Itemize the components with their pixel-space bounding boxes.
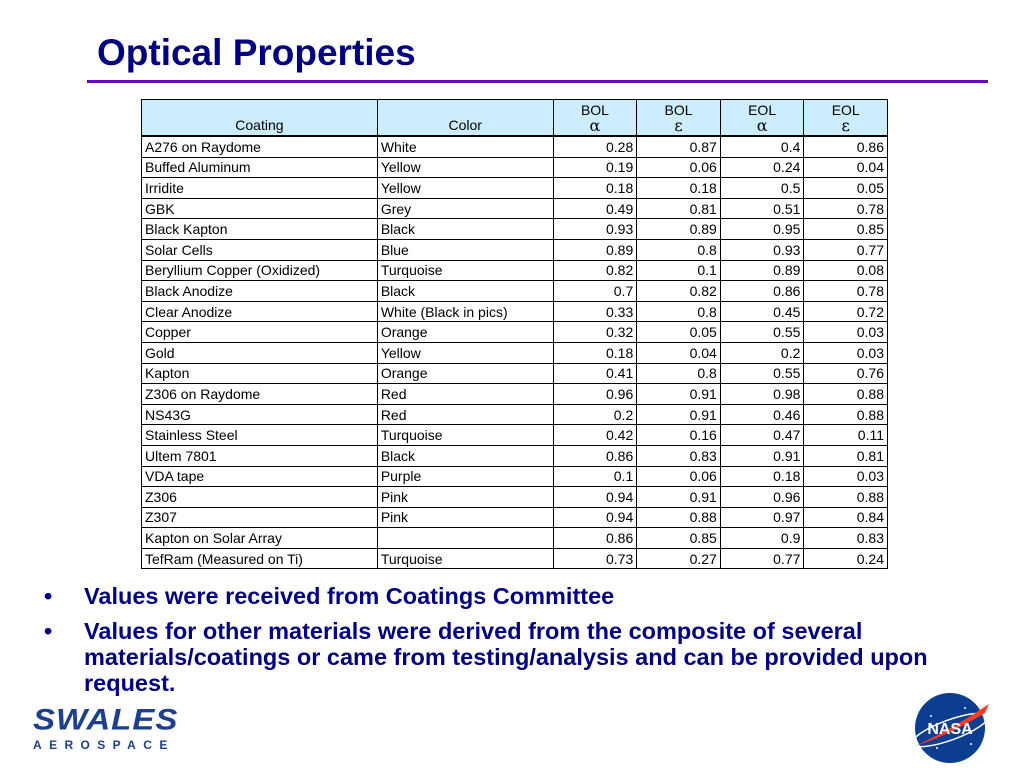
table-row — [142, 363, 888, 384]
cell-coating: Copper — [142, 322, 378, 343]
cell-bol-epsilon: 0.1 — [637, 260, 721, 281]
cell-bol-epsilon: 0.89 — [637, 219, 721, 240]
cell-color: Black — [377, 281, 553, 302]
note-text: Values were received from Coatings Committee — [84, 583, 615, 609]
cell-bol-epsilon: 0.91 — [637, 384, 721, 405]
header-label: BOL — [580, 101, 609, 118]
cell-coating: TefRam (Measured on Ti) — [142, 548, 378, 569]
header-label: Color — [448, 117, 482, 133]
header-eol-alpha — [720, 100, 804, 137]
cell-bol-epsilon: 0.85 — [637, 528, 721, 549]
cell-bol-alpha: 0.18 — [553, 342, 637, 363]
cell-eol-alpha: 0.91 — [720, 445, 804, 466]
cell-bol-alpha: 0.19 — [553, 157, 637, 178]
cell-eol-epsilon: 0.88 — [804, 487, 888, 508]
cell-bol-alpha: 0.7 — [553, 281, 637, 302]
cell-bol-epsilon: 0.06 — [637, 157, 721, 178]
header-bol-alpha — [553, 100, 637, 137]
cell-bol-alpha: 0.49 — [553, 198, 637, 219]
cell-coating: Buffed Aluminum — [142, 157, 378, 178]
cell-eol-alpha: 0.46 — [720, 404, 804, 425]
table-row — [142, 466, 888, 487]
cell-color: Black — [377, 445, 553, 466]
cell-coating: Z307 — [142, 507, 378, 528]
table-row — [142, 301, 888, 322]
table-row — [142, 528, 888, 549]
table-row — [142, 384, 888, 405]
cell-bol-alpha: 0.94 — [553, 507, 637, 528]
optical-properties-table — [141, 99, 888, 569]
cell-bol-alpha: 0.96 — [553, 384, 637, 405]
title-underline — [87, 80, 988, 83]
nasa-logo — [907, 688, 993, 768]
header-symbol: ε — [674, 115, 683, 135]
cell-color: Black — [377, 219, 553, 240]
cell-coating: Ultem 7801 — [142, 445, 378, 466]
cell-bol-epsilon: 0.16 — [637, 425, 721, 446]
cell-color: Pink — [377, 487, 553, 508]
cell-coating: Gold — [142, 342, 378, 363]
cell-bol-alpha: 0.89 — [553, 239, 637, 260]
header-label: EOL — [748, 101, 777, 118]
cell-color: Orange — [377, 322, 553, 343]
cell-coating: A276 on Raydome — [142, 136, 378, 157]
cell-coating: NS43G — [142, 404, 378, 425]
cell-eol-alpha: 0.47 — [720, 425, 804, 446]
table-header-row — [142, 100, 888, 137]
cell-eol-epsilon: 0.86 — [804, 136, 888, 157]
cell-eol-alpha: 0.86 — [720, 281, 804, 302]
cell-color: White (Black in pics) — [377, 301, 553, 322]
header-bol-epsilon — [637, 100, 721, 137]
cell-coating: Z306 — [142, 487, 378, 508]
cell-color: Turquoise — [377, 425, 553, 446]
cell-bol-epsilon: 0.27 — [637, 548, 721, 569]
cell-eol-epsilon: 0.05 — [804, 178, 888, 199]
table-body — [142, 136, 888, 569]
header-symbol: ε — [841, 115, 850, 135]
cell-bol-alpha: 0.18 — [553, 178, 637, 199]
cell-color: Purple — [377, 466, 553, 487]
cell-eol-epsilon: 0.04 — [804, 157, 888, 178]
cell-bol-epsilon: 0.18 — [637, 178, 721, 199]
cell-bol-alpha: 0.28 — [553, 136, 637, 157]
table-row — [142, 507, 888, 528]
table-row — [142, 404, 888, 425]
cell-eol-alpha: 0.55 — [720, 363, 804, 384]
cell-color: White — [377, 136, 553, 157]
cell-bol-epsilon: 0.83 — [637, 445, 721, 466]
table-row — [142, 281, 888, 302]
bullet-glyph: • — [44, 583, 53, 609]
header-symbol: α — [756, 115, 768, 135]
cell-eol-epsilon: 0.81 — [804, 445, 888, 466]
cell-eol-alpha: 0.98 — [720, 384, 804, 405]
cell-bol-alpha: 0.1 — [553, 466, 637, 487]
cell-eol-alpha: 0.77 — [720, 548, 804, 569]
cell-bol-alpha: 0.33 — [553, 301, 637, 322]
cell-coating: Kapton — [142, 363, 378, 384]
cell-color: Orange — [377, 363, 553, 384]
cell-bol-alpha: 0.94 — [553, 487, 637, 508]
cell-eol-epsilon: 0.88 — [804, 404, 888, 425]
cell-color: Grey — [377, 198, 553, 219]
cell-eol-alpha: 0.97 — [720, 507, 804, 528]
header-label: BOL — [664, 101, 693, 118]
cell-eol-alpha: 0.55 — [720, 322, 804, 343]
cell-eol-epsilon: 0.77 — [804, 239, 888, 260]
cell-coating: Black Anodize — [142, 281, 378, 302]
swales-logo-subtitle: AEROSPACE — [33, 738, 175, 752]
cell-bol-epsilon: 0.82 — [637, 281, 721, 302]
table-row — [142, 548, 888, 569]
cell-bol-alpha: 0.32 — [553, 322, 637, 343]
cell-eol-alpha: 0.45 — [720, 301, 804, 322]
cell-bol-epsilon: 0.87 — [637, 136, 721, 157]
cell-eol-epsilon: 0.24 — [804, 548, 888, 569]
cell-bol-epsilon: 0.8 — [637, 239, 721, 260]
cell-eol-epsilon: 0.78 — [804, 281, 888, 302]
cell-eol-epsilon: 0.11 — [804, 425, 888, 446]
cell-eol-alpha: 0.96 — [720, 487, 804, 508]
header-label: EOL — [831, 101, 860, 118]
cell-coating: Kapton on Solar Array — [142, 528, 378, 549]
cell-bol-alpha: 0.86 — [553, 528, 637, 549]
table-row — [142, 445, 888, 466]
cell-bol-epsilon: 0.06 — [637, 466, 721, 487]
cell-coating: Beryllium Copper (Oxidized) — [142, 260, 378, 281]
cell-coating: Black Kapton — [142, 219, 378, 240]
cell-color — [377, 528, 553, 549]
cell-eol-alpha: 0.93 — [720, 239, 804, 260]
cell-eol-alpha: 0.95 — [720, 219, 804, 240]
bullet-glyph: • — [44, 618, 53, 644]
cell-eol-epsilon: 0.03 — [804, 322, 888, 343]
header-label: Coating — [235, 117, 284, 133]
cell-bol-epsilon: 0.05 — [637, 322, 721, 343]
cell-bol-epsilon: 0.91 — [637, 404, 721, 425]
cell-coating: GBK — [142, 198, 378, 219]
cell-eol-alpha: 0.89 — [720, 260, 804, 281]
cell-bol-alpha: 0.86 — [553, 445, 637, 466]
cell-bol-epsilon: 0.04 — [637, 342, 721, 363]
header-color — [377, 100, 553, 137]
cell-eol-epsilon: 0.83 — [804, 528, 888, 549]
cell-eol-epsilon: 0.78 — [804, 198, 888, 219]
cell-bol-epsilon: 0.81 — [637, 198, 721, 219]
header-symbol: α — [589, 115, 601, 135]
cell-eol-epsilon: 0.03 — [804, 342, 888, 363]
cell-color: Red — [377, 404, 553, 425]
cell-eol-epsilon: 0.03 — [804, 466, 888, 487]
cell-eol-alpha: 0.18 — [720, 466, 804, 487]
cell-coating: Z306 on Raydome — [142, 384, 378, 405]
cell-eol-alpha: 0.51 — [720, 198, 804, 219]
swales-aerospace-logo — [33, 702, 188, 752]
cell-coating: Solar Cells — [142, 239, 378, 260]
cell-bol-epsilon: 0.8 — [637, 363, 721, 384]
swales-logo-word: SWALES — [33, 702, 179, 736]
table-row — [142, 342, 888, 363]
cell-bol-alpha: 0.42 — [553, 425, 637, 446]
cell-color: Yellow — [377, 157, 553, 178]
cell-eol-alpha: 0.9 — [720, 528, 804, 549]
cell-coating: Stainless Steel — [142, 425, 378, 446]
cell-bol-alpha: 0.41 — [553, 363, 637, 384]
table-row — [142, 239, 888, 260]
table-row — [142, 157, 888, 178]
cell-bol-epsilon: 0.91 — [637, 487, 721, 508]
cell-bol-alpha: 0.73 — [553, 548, 637, 569]
list-item — [44, 583, 984, 609]
cell-eol-epsilon: 0.85 — [804, 219, 888, 240]
cell-eol-alpha: 0.4 — [720, 136, 804, 157]
note-text: Values for other materials were derived from the composite of several materials/coatings or came from testing/analysis and can be provided upon request. — [84, 618, 928, 696]
cell-bol-alpha: 0.82 — [553, 260, 637, 281]
cell-eol-alpha: 0.2 — [720, 342, 804, 363]
cell-eol-alpha: 0.5 — [720, 178, 804, 199]
notes-list — [44, 583, 984, 705]
cell-eol-alpha: 0.24 — [720, 157, 804, 178]
cell-eol-epsilon: 0.76 — [804, 363, 888, 384]
cell-bol-epsilon: 0.8 — [637, 301, 721, 322]
table-row — [142, 198, 888, 219]
cell-bol-epsilon: 0.88 — [637, 507, 721, 528]
cell-eol-epsilon: 0.84 — [804, 507, 888, 528]
cell-color: Yellow — [377, 342, 553, 363]
cell-bol-alpha: 0.2 — [553, 404, 637, 425]
table-row — [142, 260, 888, 281]
cell-coating: Clear Anodize — [142, 301, 378, 322]
table-row — [142, 219, 888, 240]
nasa-logo-text: NASA — [927, 721, 973, 738]
cell-color: Pink — [377, 507, 553, 528]
cell-eol-epsilon: 0.08 — [804, 260, 888, 281]
cell-eol-epsilon: 0.72 — [804, 301, 888, 322]
header-eol-epsilon — [804, 100, 888, 137]
page-title: Optical Properties — [97, 32, 416, 73]
cell-color: Blue — [377, 239, 553, 260]
table-row — [142, 136, 888, 157]
cell-coating: VDA tape — [142, 466, 378, 487]
cell-color: Yellow — [377, 178, 553, 199]
list-item — [44, 618, 984, 696]
cell-color: Turquoise — [377, 260, 553, 281]
cell-coating: Irridite — [142, 178, 378, 199]
cell-eol-epsilon: 0.88 — [804, 384, 888, 405]
table-row — [142, 425, 888, 446]
cell-color: Turquoise — [377, 548, 553, 569]
cell-color: Red — [377, 384, 553, 405]
header-coating — [142, 100, 378, 137]
table-row — [142, 322, 888, 343]
table-row — [142, 178, 888, 199]
cell-bol-alpha: 0.93 — [553, 219, 637, 240]
table-row — [142, 487, 888, 508]
